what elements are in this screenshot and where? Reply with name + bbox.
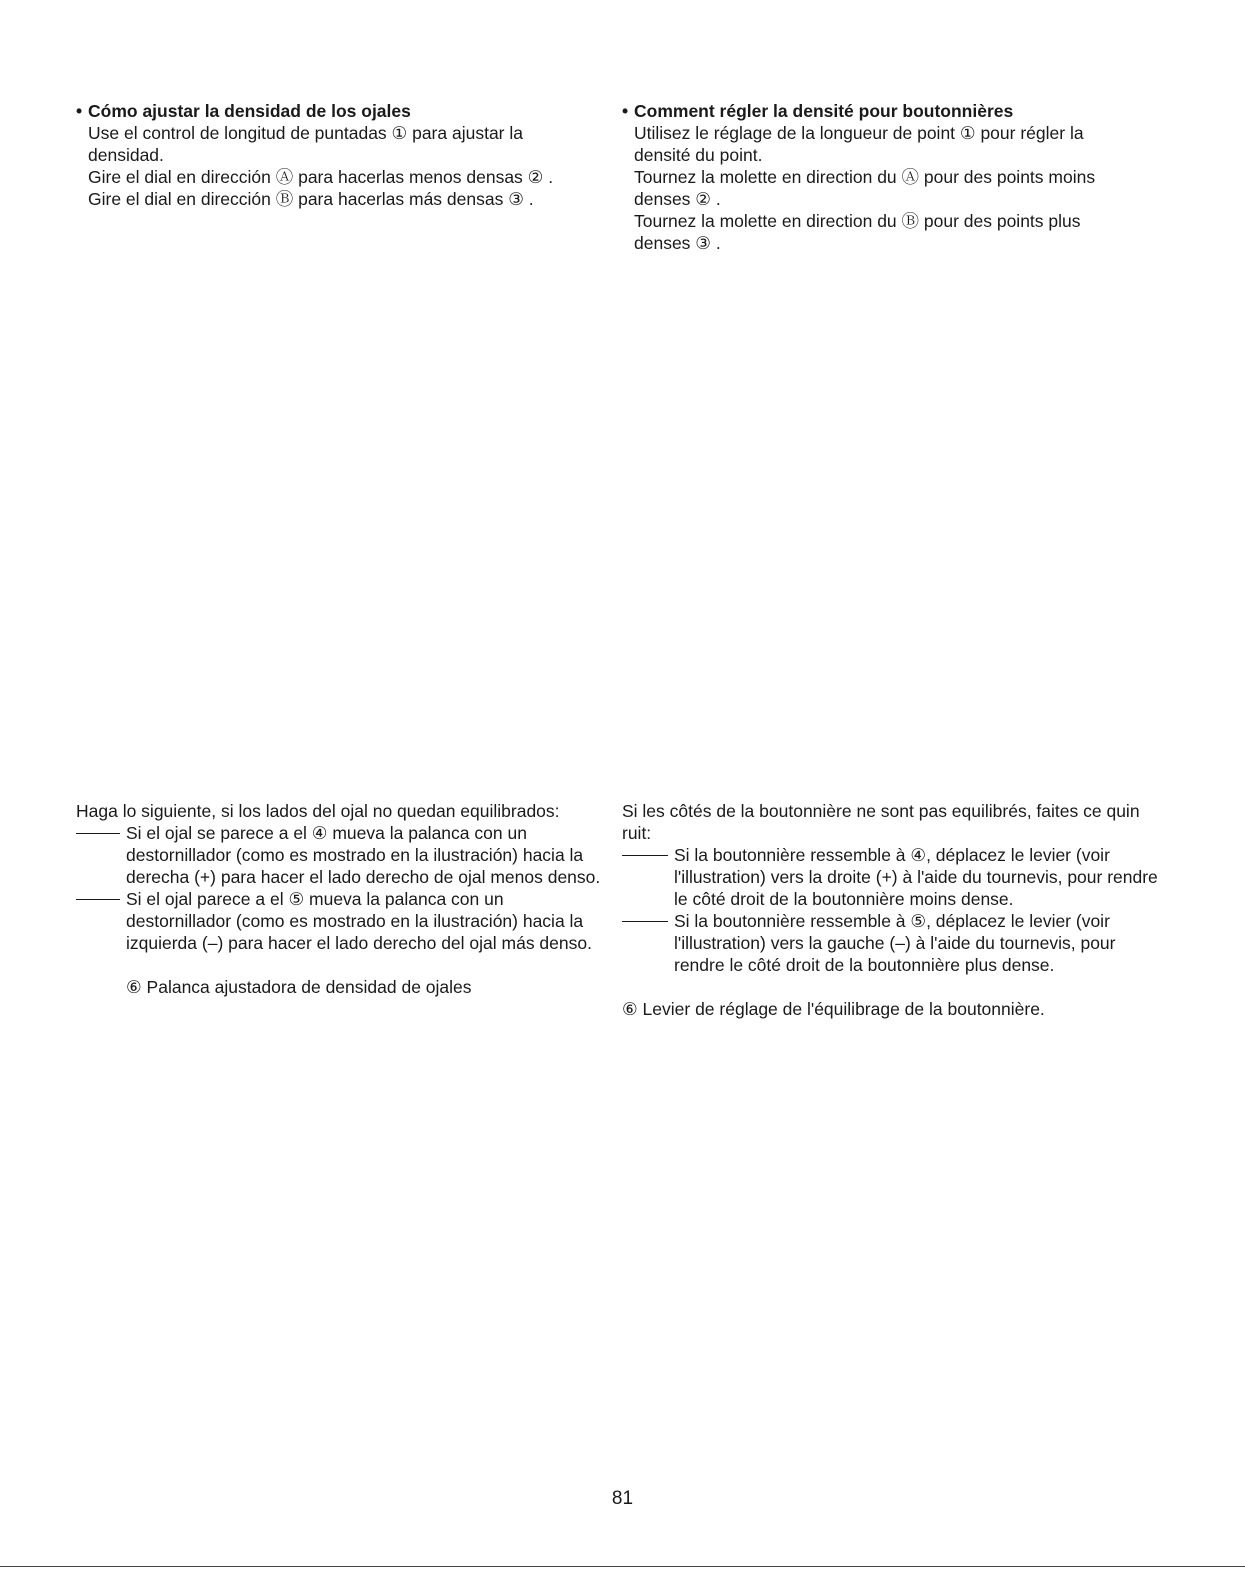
es-lever-caption: ⑥ Palanca ajustadora de densidad de ojales (126, 977, 472, 997)
es-balance-intro: Haga lo siguiente, si los lados del ojal no quedan equilibrados: (76, 801, 560, 821)
fr-density-heading (622, 100, 1162, 122)
fr-balance-intro: Si les côtés de la boutonnière ne sont pas equilibrés, faites ce quin ruit: (622, 801, 1140, 843)
fr-balance-item (622, 910, 1162, 976)
dash-rule (622, 921, 668, 922)
es-balance-item (76, 888, 606, 954)
es-balance-item (76, 822, 606, 888)
fr-heading-text: Comment régler la densité pour boutonnières (634, 101, 1014, 121)
fr-balance-item-text: Si la boutonnière ressemble à ⑤, déplacez le levier (voir l'illustration) vers la gauche (–) à l'aide du tournevis, pour rendre le côté droit de la boutonnière plus dense. (674, 911, 1116, 975)
fr-balance-item-text: Si la boutonnière ressemble à ④, déplacez le levier (voir l'illustration) vers la droite (+) à l'aide du tournevis, pour rendre le côté droit de la boutonnière moins dense. (674, 845, 1158, 909)
dash-rule (76, 833, 120, 834)
es-density-line: densidad. (88, 145, 164, 165)
es-density-section (76, 100, 596, 210)
bullet-icon: • (76, 101, 83, 121)
es-density-line: Gire el dial en dirección Ⓑ para hacerlas más densas ③ . (88, 189, 534, 209)
fr-density-line: densité du point. (634, 145, 763, 165)
es-density-line: Gire el dial en dirección Ⓐ para hacerlas menos densas ② . (88, 167, 554, 187)
fr-density-line: Tournez la molette en direction du Ⓐ pour des points moins (634, 167, 1096, 187)
fr-density-line: denses ② . (634, 189, 721, 209)
page-number: 81 (611, 1488, 634, 1509)
bullet-icon: • (622, 101, 629, 121)
fr-density-line: Tournez la molette en direction du Ⓑ pour des points plus (634, 211, 1081, 231)
dash-rule (622, 855, 668, 856)
es-density-heading (76, 100, 596, 122)
es-density-line: Use el control de longitud de puntadas ① para ajustar la (88, 123, 523, 143)
es-heading-text: Cómo ajustar la densidad de los ojales (88, 101, 411, 121)
es-balance-item-text: Si el ojal se parece a el ④ mueva la palanca con un destornillador (como es mostrado en la ilustración) hacia la derecha (+) para hacer el lado derecho de ojal menos denso. (126, 823, 601, 887)
fr-balance-section (622, 800, 1162, 1020)
fr-density-section (622, 100, 1162, 254)
fr-balance-item (622, 844, 1162, 910)
es-balance-item-text: Si el ojal parece a el ⑤ mueva la palanca con un destornillador (como es mostrado en la ilustración) hacia la izquierda (–) para hacer el lado derecho del ojal más denso. (126, 889, 592, 953)
es-balance-section (76, 800, 606, 998)
dash-rule (76, 899, 120, 900)
fr-density-line: denses ③ . (634, 233, 721, 253)
bottom-rule (0, 1566, 1245, 1567)
fr-density-line: Utilisez le réglage de la longueur de point ① pour régler la (634, 123, 1084, 143)
fr-lever-caption: ⑥ Levier de réglage de l'équilibrage de la boutonnière. (622, 999, 1045, 1019)
